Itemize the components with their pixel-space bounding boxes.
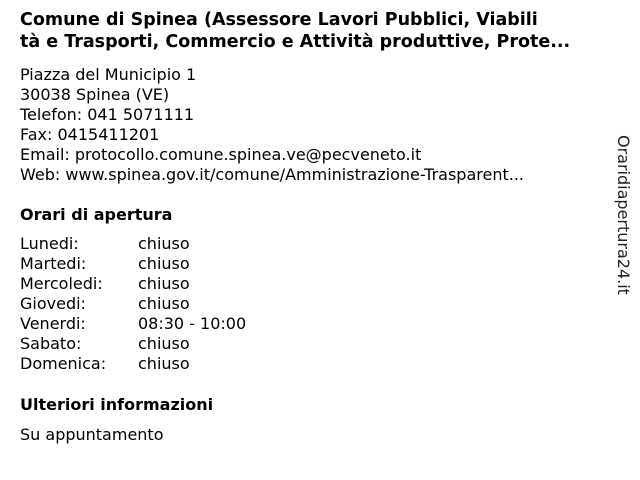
day-label: Mercoledi:: [20, 274, 103, 293]
hours-row-wednesday: [20, 274, 246, 294]
day-label: Venerdi:: [20, 314, 86, 333]
hours-row-friday: [20, 314, 246, 334]
hours-value: chiuso: [138, 254, 190, 273]
address-city: 30038 Spinea (VE): [20, 85, 170, 104]
further-info-text: Su appuntamento: [20, 425, 164, 444]
hours-value: chiuso: [138, 334, 190, 353]
further-info-heading: Ulteriori informazioni: [20, 395, 214, 414]
hours-row-saturday: [20, 334, 246, 354]
day-label: Sabato:: [20, 334, 82, 353]
page-title-line-2: tà e Trasporti, Commercio e Attività produttive, Prote...: [20, 32, 571, 52]
email-address: Email: protocollo.comune.spinea.ve@pecveneto.it: [20, 145, 422, 164]
hours-value: chiuso: [138, 274, 190, 293]
hours-row-sunday: [20, 354, 246, 374]
hours-value: chiuso: [138, 354, 190, 373]
page-title: [20, 9, 620, 53]
day-label: Lunedi:: [20, 234, 79, 253]
hours-value: chiuso: [138, 294, 190, 313]
opening-hours-table: [20, 234, 246, 374]
day-label: Domenica:: [20, 354, 107, 373]
hours-value: chiuso: [138, 234, 190, 253]
day-label: Giovedi:: [20, 294, 86, 313]
phone-number: Telefon: 041 5071111: [20, 105, 195, 124]
watermark-text: Oraridiapertura24.it: [614, 135, 633, 295]
page-title-line-1: Comune di Spinea (Assessore Lavori Pubblici, Viabili: [20, 10, 538, 30]
hours-row-monday: [20, 234, 246, 254]
opening-hours-heading: Orari di apertura: [20, 205, 173, 224]
fax-number: Fax: 0415411201: [20, 125, 160, 144]
hours-row-thursday: [20, 294, 246, 314]
address-street: Piazza del Municipio 1: [20, 65, 197, 84]
hours-row-tuesday: [20, 254, 246, 274]
contact-block: [20, 65, 524, 185]
hours-value: 08:30 - 10:00: [138, 314, 247, 333]
watermark: [602, 135, 640, 310]
website-link: Web: www.spinea.gov.it/comune/Amministrazione-Trasparent...: [20, 165, 525, 184]
day-label: Martedi:: [20, 254, 87, 273]
